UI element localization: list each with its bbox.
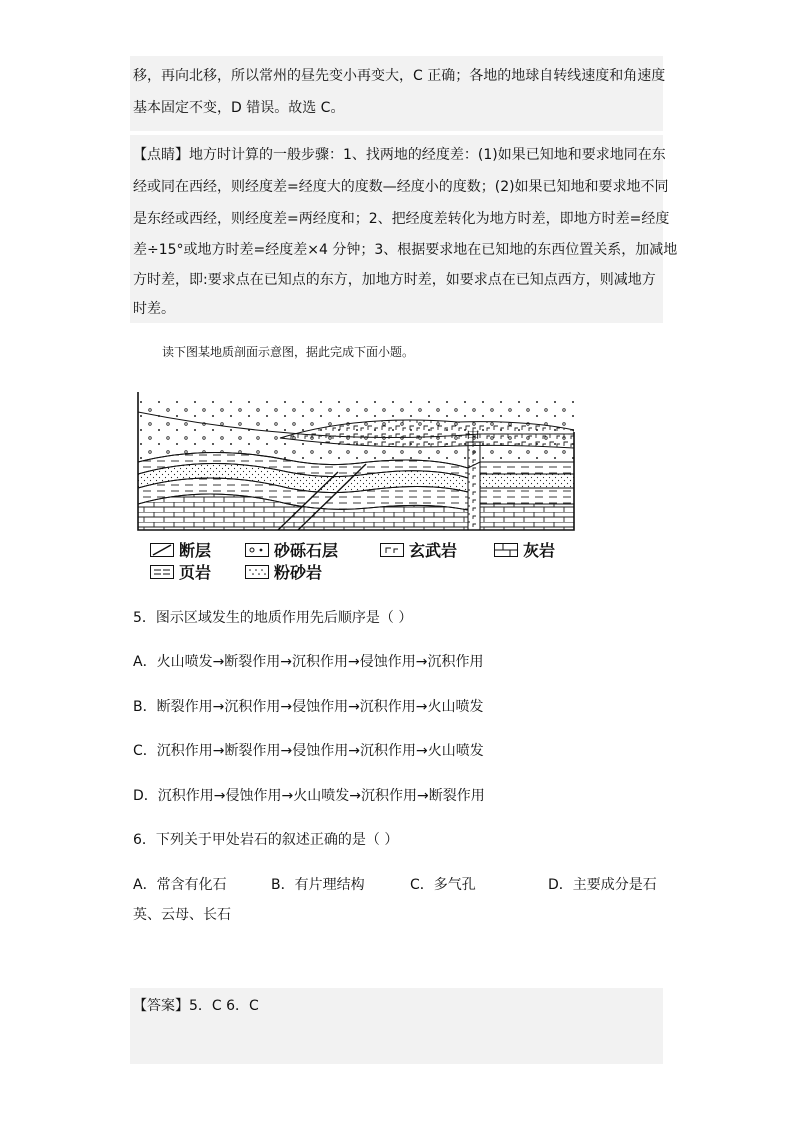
figure-caption: 读下图某地质剖面示意图，据此完成下面小题。	[162, 345, 415, 359]
tip-line: 时差。	[133, 301, 175, 317]
question-5-option-a[interactable]: A．火山喷发→断裂作用→沉积作用→侵蚀作用→沉积作用	[133, 654, 484, 670]
limestone-swatch	[494, 543, 518, 557]
gravel-swatch	[245, 543, 269, 557]
legend-gravel: 砂砾石层	[245, 538, 338, 561]
siltstone-layer	[480, 474, 574, 488]
tip-line: 是东经或西经，则经度差=两经度和；2、把经度差转化为地方时差，即地方时差=经度	[133, 211, 670, 227]
legend-fault: 断层	[150, 538, 211, 561]
answer-line: 【答案】5．C 6．C	[133, 998, 259, 1014]
geologic-cross-section-diagram	[128, 392, 580, 534]
question-5-option-b[interactable]: B．断裂作用→沉积作用→侵蚀作用→沉积作用→火山喷发	[133, 699, 484, 715]
tip-line: 经或同在西经，则经度差=经度大的度数—经度小的度数；(2)如果已知地和要求地不同	[133, 179, 669, 195]
question-6-option-d[interactable]: D．主要成分是石	[548, 877, 657, 893]
tip-line: 【点睛】地方时计算的一般步骤：1、找两地的经度差：(1)如果已知地和要求地同在东	[133, 147, 666, 163]
question-6-option-d-cont: 英、云母、长石	[133, 907, 231, 923]
legend-limestone: 灰岩	[494, 538, 555, 561]
question-5-option-d[interactable]: D．沉积作用→侵蚀作用→火山喷发→沉积作用→断裂作用	[133, 788, 485, 804]
explanation-line: 移，再向北移，所以常州的昼先变小再变大，C 正确；各地的地球自转线速度和角速度	[133, 68, 666, 84]
legend-siltstone: 粉砂岩	[245, 560, 322, 583]
basalt-swatch	[380, 543, 404, 557]
shale-swatch	[150, 565, 174, 579]
siltstone-swatch	[245, 565, 269, 579]
fault-swatch	[150, 543, 174, 557]
question-6-option-a[interactable]: A．常含有化石	[133, 877, 227, 893]
question-5-stem: 5．图示区域发生的地质作用先后顺序是（ ）	[133, 610, 413, 626]
explanation-line: 基本固定不变，D 错误。故选 C。	[133, 100, 345, 116]
location-label-jia: 甲	[466, 430, 480, 446]
legend-basalt: 玄武岩	[380, 538, 457, 561]
question-6-option-b[interactable]: B．有片理结构	[271, 877, 365, 893]
legend-shale: 页岩	[150, 560, 211, 583]
tip-line: 方时差，即:要求点在已知点的东方，加地方时差，如要求点在已知点西方，则减地方	[133, 272, 656, 288]
shale-layer	[480, 462, 574, 474]
question-5-option-c[interactable]: C．沉积作用→断裂作用→侵蚀作用→沉积作用→火山喷发	[133, 743, 484, 759]
limestone-layer	[480, 504, 574, 532]
volcanic-conduit	[468, 442, 480, 532]
shale-layer	[480, 488, 574, 504]
question-6-option-c[interactable]: C．多气孔	[410, 877, 476, 893]
tip-line: 差÷15°或地方时差=经度差×4 分钟；3、根据要求地在已知地的东西位置关系，加减地	[133, 242, 678, 258]
question-6-stem: 6．下列关于甲处岩石的叙述正确的是（ ）	[133, 832, 399, 848]
